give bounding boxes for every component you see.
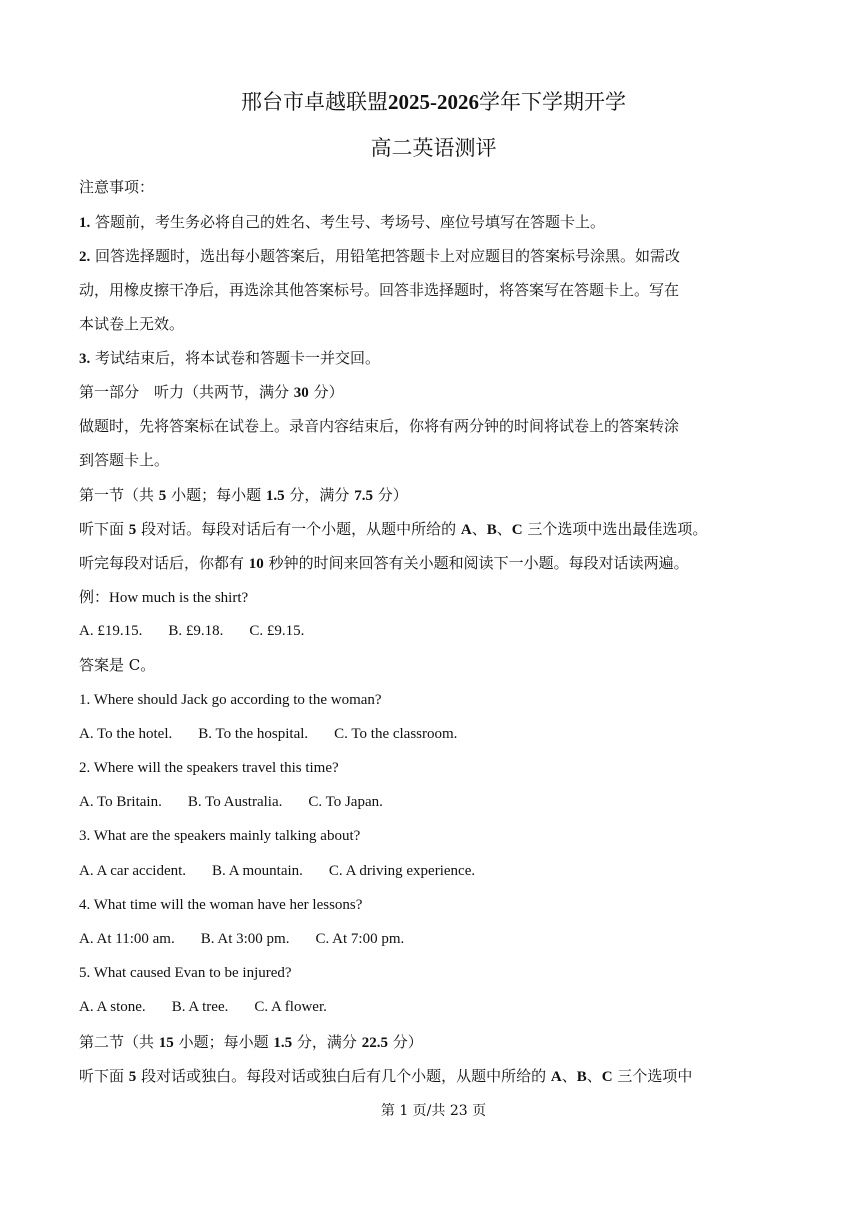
q3-option-b: B. A mountain. (212, 863, 303, 879)
q5-option-b: B. A tree. (171, 999, 229, 1015)
q2-option-c: C. To Japan. (308, 794, 383, 810)
question-4: 4. What time will the woman have her lessons? (79, 897, 363, 913)
question-5-options (79, 996, 327, 1018)
section2-heading: 第二节（共 15 小题；每小题 1.5 分，满分 22.5 分） (79, 1033, 423, 1051)
exam-title-line1 (0, 88, 867, 116)
q1-option-a: A. To the hotel. (79, 726, 173, 742)
example-answer: 答案是 C。 (79, 656, 156, 674)
q4-option-b: B. At 3:00 pm. (200, 931, 290, 947)
notice-item-2-end: 本试卷上无效。 (79, 315, 185, 333)
question-1: 1. Where should Jack go according to the woman? (79, 692, 382, 708)
example-option-c: C. £9.15. (249, 623, 305, 639)
question-1-options (79, 723, 457, 745)
q5-option-c: C. A flower. (254, 999, 327, 1015)
example-option-b: B. £9.18. (168, 623, 224, 639)
notice-item-2: 2. 回答选择题时，选出每小题答案后，用铅笔把答题卡上对应题目的答案标号涂黑。如需改 (79, 247, 681, 265)
section1-directions: 听下面 5 段对话。每段对话后有一个小题，从题中所给的 A、B、C 三个选项中选出最佳选项。 (79, 520, 708, 538)
q1-option-c: C. To the classroom. (334, 726, 458, 742)
part1-heading: 第一部分 听力（共两节，满分 30 分） (79, 383, 344, 401)
q5-option-a: A. A stone. (79, 999, 146, 1015)
example-options (79, 620, 304, 642)
section1-directions-cont: 听完每段对话后，你都有 10 秒钟的时间来回答有关小题和阅读下一小题。每段对话读两遍。 (79, 554, 689, 572)
example-option-a: A. £19.15. (79, 623, 143, 639)
notice-heading: 注意事项： (79, 178, 155, 196)
question-3-options (79, 860, 475, 882)
q4-option-c: C. At 7:00 pm. (315, 931, 405, 947)
question-2-options (79, 791, 383, 813)
section1-heading: 第一节（共 5 小题；每小题 1.5 分，满分 7.5 分） (79, 486, 408, 504)
page-footer: 第 1 页/共 23 页 (380, 1103, 487, 1119)
q3-option-a: A. A car accident. (79, 863, 187, 879)
title-year: 2025-2026 (388, 90, 479, 114)
q4-option-a: A. At 11:00 am. (79, 931, 175, 947)
q3-option-c: C. A driving experience. (328, 863, 476, 879)
example-question: 例：How much is the shirt? (79, 588, 249, 606)
part1-intro-cont: 到答题卡上。 (79, 451, 170, 469)
part1-intro: 做题时，先将答案标在试卷上。录音内容结束后，你将有两分钟的时间将试卷上的答案转涂 (79, 417, 680, 435)
notice-item-3: 3. 考试结束后，将本试卷和答题卡一并交回。 (79, 349, 381, 367)
exam-title-line2: 高二英语测评 (370, 136, 497, 160)
question-2: 2. Where will the speakers travel this time? (79, 760, 339, 776)
q1-option-b: B. To the hospital. (198, 726, 309, 742)
q2-option-a: A. To Britain. (79, 794, 162, 810)
q2-option-b: B. To Australia. (187, 794, 283, 810)
question-4-options (79, 928, 404, 950)
title-org: 邢台市卓越联盟 (241, 90, 388, 114)
section2-directions: 听下面 5 段对话或独白。每段对话或独白后有几个小题，从题中所给的 A、B、C 三个选项中 (79, 1067, 693, 1085)
notice-item-1: 1. 答题前，考生务必将自己的姓名、考生号、考场号、座位号填写在答题卡上。 (79, 213, 606, 231)
notice-item-2-cont: 动，用橡皮擦干净后，再选涂其他答案标号。回答非选择题时，将答案写在答题卡上。写在 (79, 281, 680, 299)
title-term: 学年下学期开学 (479, 90, 626, 114)
question-3: 3. What are the speakers mainly talking about? (79, 828, 361, 844)
question-5: 5. What caused Evan to be injured? (79, 965, 292, 981)
